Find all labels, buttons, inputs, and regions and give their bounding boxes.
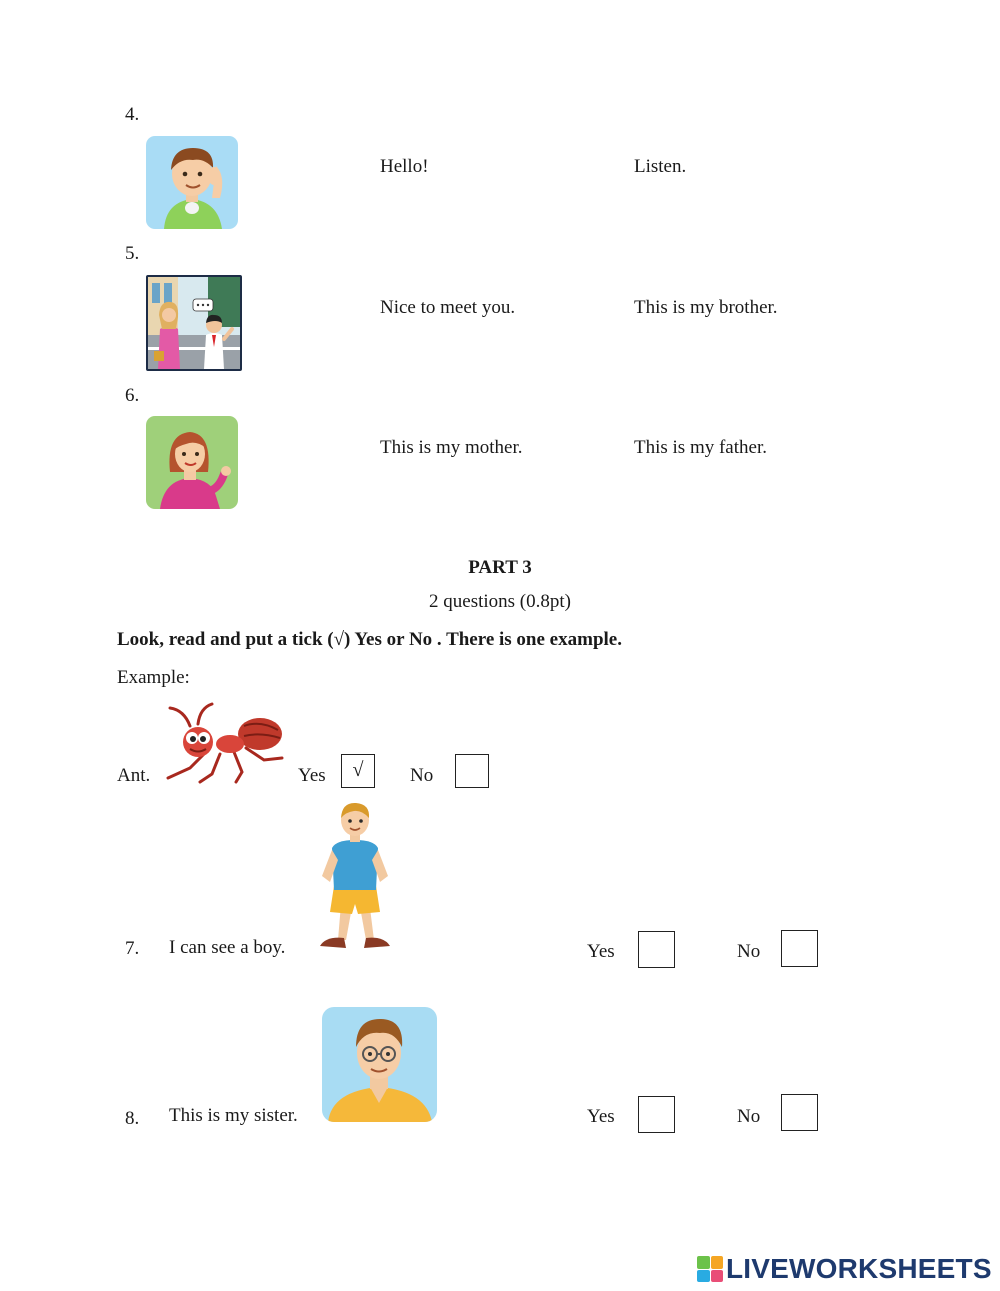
no-label: No bbox=[737, 941, 761, 962]
option-b[interactable]: Listen. bbox=[634, 156, 687, 177]
liveworksheets-logo[interactable] bbox=[697, 1254, 992, 1284]
question-number: 7. bbox=[125, 938, 140, 959]
example-word: Ant. bbox=[117, 765, 151, 786]
part-subtitle: 2 questions (0.8pt) bbox=[429, 591, 571, 612]
logo-tile bbox=[711, 1270, 724, 1283]
logo-tile bbox=[697, 1256, 710, 1269]
no-checkbox[interactable] bbox=[781, 1094, 818, 1131]
yes-label: Yes bbox=[587, 1106, 615, 1127]
option-b[interactable]: This is my father. bbox=[634, 437, 767, 458]
yes-checkbox[interactable] bbox=[638, 1096, 675, 1133]
logo-tile bbox=[711, 1256, 724, 1269]
question-text: I can see a boy. bbox=[169, 937, 286, 958]
question-number: 6. bbox=[125, 385, 140, 406]
mother-son-street-image bbox=[146, 275, 242, 371]
yes-label: Yes bbox=[587, 941, 615, 962]
yes-checkbox[interactable] bbox=[638, 931, 675, 968]
question-text: This is my sister. bbox=[169, 1105, 298, 1126]
logo-text: LIVEWORKSHEETS bbox=[726, 1253, 992, 1284]
no-label: No bbox=[410, 765, 434, 786]
part-title: PART 3 bbox=[468, 557, 532, 578]
logo-tile bbox=[697, 1270, 710, 1283]
question-number: 5. bbox=[125, 243, 140, 264]
example-label: Example: bbox=[117, 667, 190, 688]
yes-checkbox[interactable]: √ bbox=[341, 754, 375, 788]
question-number: 4. bbox=[125, 104, 140, 125]
option-a[interactable]: Hello! bbox=[380, 156, 429, 177]
instruction: Look, read and put a tick (√) Yes or No . There is one example. bbox=[117, 629, 622, 650]
boy-standing-image bbox=[316, 800, 394, 954]
no-label: No bbox=[737, 1106, 761, 1127]
man-with-glasses-image bbox=[322, 1007, 437, 1122]
woman-pointing-image bbox=[146, 416, 238, 509]
option-a[interactable]: This is my mother. bbox=[380, 437, 523, 458]
option-a[interactable]: Nice to meet you. bbox=[380, 297, 516, 318]
option-b[interactable]: This is my brother. bbox=[634, 297, 778, 318]
no-checkbox[interactable] bbox=[455, 754, 489, 788]
ant-image bbox=[160, 702, 286, 784]
no-checkbox[interactable] bbox=[781, 930, 818, 967]
yes-label: Yes bbox=[298, 765, 326, 786]
question-number: 8. bbox=[125, 1108, 140, 1129]
logo-tiles-icon bbox=[697, 1256, 723, 1282]
boy-listening-image bbox=[146, 136, 238, 229]
